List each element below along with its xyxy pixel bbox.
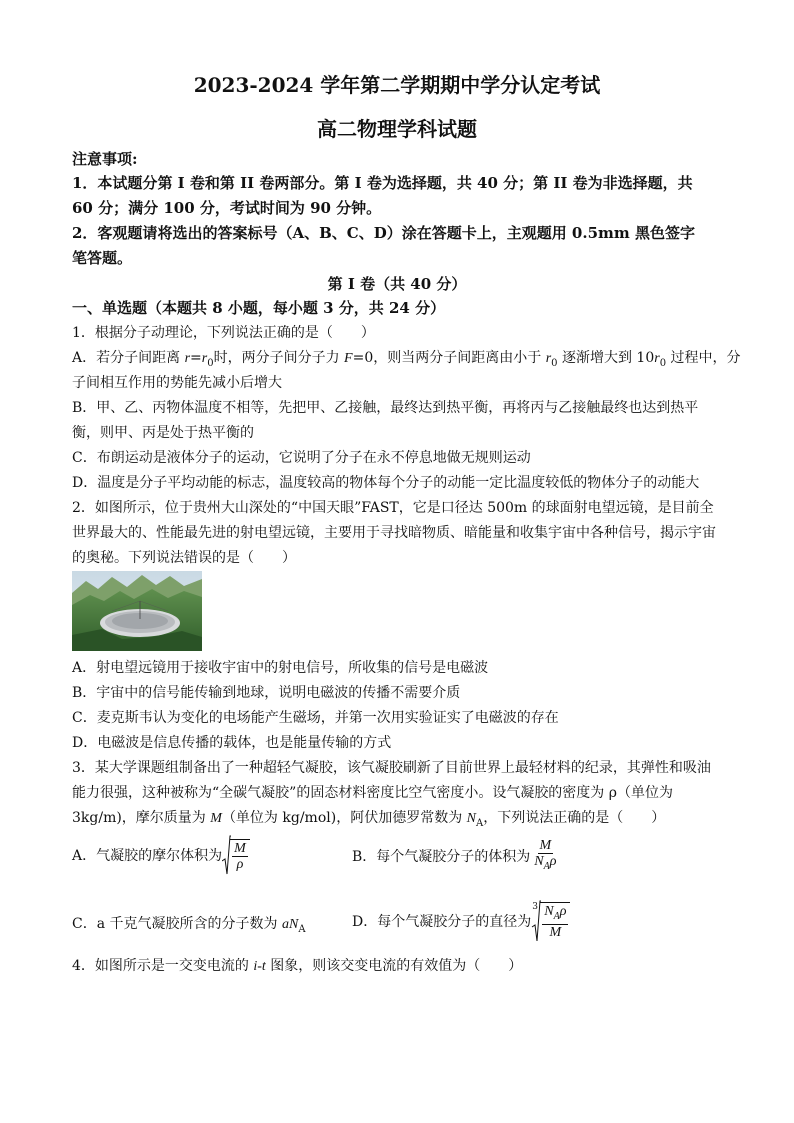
q1-option-a-line-1: A．若分子间距离 $r=r_0$时，两分子间分子力 F=0，则当两分子间距离由小于 $r_0$ 逐渐增大到 $10r_0$ 过程中，分 [72, 350, 741, 369]
q1-option-b-line-2: 衡，则甲、丙是处于热平衡的 [72, 425, 254, 441]
q1-option-b-line-1: B．甲、乙、丙物体温度不相等，先把甲、乙接触，最终达到热平衡，再将丙与乙接触最终也达到热平 [72, 400, 699, 416]
q2-option-a: A．射电望远镜用于接收宇宙中的射电信号，所收集的信号是电磁波 [72, 660, 489, 676]
notes-heading: 注意事项: [72, 150, 138, 168]
q3-stem-line-1: 3．某大学课题组制备出了一种超轻气凝胶，该气凝胶刷新了目前世界上最轻材料的纪录，其弹性和吸油 [72, 760, 711, 776]
q3-option-a: A．气凝胶的摩尔体积为 $\frac{M}{\rho}$ [72, 835, 250, 875]
q2-stem-line-3: 的奥秘。下列说法错误的是（ ） [72, 550, 296, 566]
notes-item-2-line-2: 笔答题。 [72, 249, 133, 267]
q1-stem: 1．根据分子动理论，下列说法正确的是（ ） [72, 325, 375, 341]
q2-stem-line-1: 2．如图所示，位于贵州大山深处的“中国天眼”FAST，它是口径达 500m 的球面射电望远镜，是目前全 [72, 500, 714, 516]
section-heading: 一、单选题（本题共 8 小题，每小题 3 分，共 24 分） [72, 299, 446, 317]
notes-item-1-line-1: 1．本试题分第 I 卷和第 II 卷两部分。第 I 卷为选择题，共 40 分；第 II 卷为非选择题，共 [72, 174, 693, 192]
q4-stem: 4．如图所示是一交变电流的 i-t 图象，则该交变电流的有效值为（ ） [72, 958, 523, 974]
q2-stem-line-2: 世界最大的、性能最先进的射电望远镜，主要用于寻找暗物质、暗能量和收集宇宙中各种信号，揭示宇宙 [72, 525, 716, 541]
q3-stem-line-3: 3kg/m)，摩尔质量为 M（单位为 kg/mol)，阿伏加德罗常数为 $N_A$，下列说法正确的是（ ） [72, 810, 666, 829]
q1-option-a-line-2: 子间相互作用的势能先减小后增大 [72, 375, 282, 391]
q3-option-c: C．a 千克气凝胶所含的分子数为 $aN_A$ [72, 916, 306, 935]
notes-item-2-line-1: 2．客观题请将选出的答案标号（A、B、C、D）涂在答题卡上，主观题用 0.5mm 黑色签字 [72, 224, 695, 242]
exam-subtitle: 高二物理学科试题 [317, 117, 477, 141]
q3-option-d: D．每个气凝胶分子的直径为 3 $\frac{N_A\rho}{M}$ [352, 900, 570, 942]
q3-stem-line-2: 能力很强，这种被称为“全碳气凝胶”的固态材料密度比空气密度小。设气凝胶的密度为 ρ（单位为 [72, 785, 673, 801]
q1-option-d: D．温度是分子平均动能的标志，温度较高的物体每个分子的动能一定比温度较低的物体分子的动能大 [72, 475, 700, 491]
sqrt-symbol: $\frac{M}{\rho}$ [222, 835, 250, 875]
q2-option-c: C．麦克斯韦认为变化的电场能产生磁场，并第一次用实验证实了电磁波的存在 [72, 710, 559, 726]
notes-item-1-line-2: 60 分；满分 100 分，考试时间为 90 分钟。 [72, 199, 382, 217]
q2-option-b: B．宇宙中的信号能传输到地球，说明电磁波的传播不需要介质 [72, 685, 461, 701]
part-one-title: 第 I 卷（共 40 分） [327, 275, 467, 293]
q2-option-d: D．电磁波是信息传播的载体，也是能量传输的方式 [72, 735, 392, 751]
q1-option-c: C．布朗运动是液体分子的运动，它说明了分子在永不停息地做无规则运动 [72, 450, 531, 466]
fast-telescope-photo [72, 571, 202, 651]
cube-root-symbol: 3 $\frac{N_A\rho}{M}$ [531, 900, 570, 942]
q3-option-b: B．每个气凝胶分子的体积为 $\frac{M}{N_A\rho}$ [352, 838, 557, 872]
exam-title: 2023-2024 学年第二学期期中学分认定考试 [193, 73, 601, 97]
